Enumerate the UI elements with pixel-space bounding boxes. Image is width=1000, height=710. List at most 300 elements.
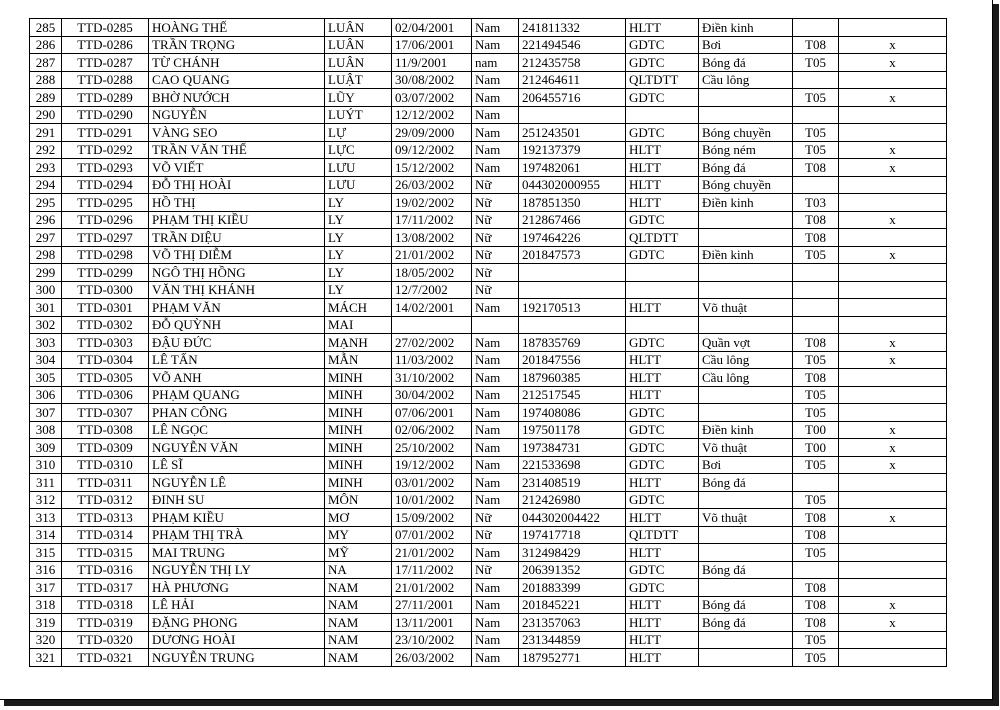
id-number-cell: 197482061 [519, 159, 626, 177]
surname-cell: VĂN THỊ KHÁNH [149, 281, 325, 299]
table-row [30, 211, 947, 229]
row-number: 311 [30, 474, 62, 492]
student-code: TTD-0295 [62, 194, 149, 212]
id-number-cell: 231357063 [519, 614, 626, 632]
team-cell [793, 106, 839, 124]
student-code: TTD-0307 [62, 404, 149, 422]
mark-cell: x [839, 351, 947, 369]
sport-cell: Điền kinh [699, 421, 793, 439]
id-number-cell: 187952771 [519, 649, 626, 667]
gender-cell: Nam [472, 404, 519, 422]
gender-cell: Nữ [472, 264, 519, 282]
surname-cell: PHẠM VĂN [149, 299, 325, 317]
row-number: 301 [30, 299, 62, 317]
gender-cell: nam [472, 54, 519, 72]
mark-cell: x [839, 246, 947, 264]
given-name-cell: MINH [325, 439, 392, 457]
sport-cell [699, 264, 793, 282]
row-number: 289 [30, 89, 62, 107]
surname-cell: LÊ TẤN [149, 351, 325, 369]
table-row [30, 351, 947, 369]
mark-cell: x [839, 89, 947, 107]
faculty-cell: GDTC [626, 491, 699, 509]
id-number-cell: 187851350 [519, 194, 626, 212]
table-row [30, 456, 947, 474]
student-code: TTD-0319 [62, 614, 149, 632]
birth-date-cell: 02/06/2002 [392, 421, 472, 439]
given-name-cell: MÔN [325, 491, 392, 509]
table-row [30, 596, 947, 614]
given-name-cell: LUÂN [325, 19, 392, 37]
row-number: 291 [30, 124, 62, 142]
given-name-cell: NAM [325, 596, 392, 614]
team-cell [793, 264, 839, 282]
student-code: TTD-0287 [62, 54, 149, 72]
given-name-cell: LUÝT [325, 106, 392, 124]
sport-cell: Cầu lông [699, 71, 793, 89]
team-cell: T05 [793, 351, 839, 369]
birth-date-cell: 26/03/2002 [392, 649, 472, 667]
surname-cell: NGUYỄN LÊ [149, 474, 325, 492]
team-cell: T05 [793, 124, 839, 142]
sport-cell [699, 229, 793, 247]
birth-date-cell [392, 316, 472, 334]
id-number-cell: 212426980 [519, 491, 626, 509]
gender-cell: Nam [472, 421, 519, 439]
given-name-cell: LY [325, 281, 392, 299]
surname-cell: NGUYỄN TRUNG [149, 649, 325, 667]
table-row [30, 264, 947, 282]
gender-cell: Nam [472, 386, 519, 404]
surname-cell: LÊ HẢI [149, 596, 325, 614]
birth-date-cell: 29/09/2000 [392, 124, 472, 142]
sport-cell [699, 544, 793, 562]
surname-cell: HÀ PHƯƠNG [149, 579, 325, 597]
row-number: 293 [30, 159, 62, 177]
birth-date-cell: 30/04/2002 [392, 386, 472, 404]
mark-cell: x [839, 36, 947, 54]
surname-cell: ĐẬU ĐỨC [149, 334, 325, 352]
sport-cell: Cầu lông [699, 351, 793, 369]
surname-cell: NGUYỄN VĂN [149, 439, 325, 457]
row-number: 315 [30, 544, 62, 562]
birth-date-cell: 15/09/2002 [392, 509, 472, 527]
row-number: 303 [30, 334, 62, 352]
mark-cell [839, 649, 947, 667]
table-row [30, 299, 947, 317]
row-number: 292 [30, 141, 62, 159]
table-row [30, 561, 947, 579]
mark-cell [839, 474, 947, 492]
surname-cell: PHẠM KIỀU [149, 509, 325, 527]
sport-cell: Võ thuật [699, 299, 793, 317]
mark-cell [839, 316, 947, 334]
table-row [30, 631, 947, 649]
row-number: 287 [30, 54, 62, 72]
table-row [30, 106, 947, 124]
team-cell: T05 [793, 456, 839, 474]
id-number-cell [519, 264, 626, 282]
gender-cell: Nam [472, 649, 519, 667]
gender-cell: Nam [472, 89, 519, 107]
surname-cell: NGUYỄN [149, 106, 325, 124]
row-number: 296 [30, 211, 62, 229]
gender-cell: Nữ [472, 211, 519, 229]
mark-cell [839, 19, 947, 37]
given-name-cell: MINH [325, 369, 392, 387]
birth-date-cell: 07/01/2002 [392, 526, 472, 544]
surname-cell: VÕ THỊ DIỄM [149, 246, 325, 264]
row-number: 288 [30, 71, 62, 89]
gender-cell: Nam [472, 106, 519, 124]
faculty-cell: GDTC [626, 334, 699, 352]
surname-cell: PHẠM THỊ KIỀU [149, 211, 325, 229]
student-code: TTD-0300 [62, 281, 149, 299]
faculty-cell: GDTC [626, 211, 699, 229]
table-row [30, 544, 947, 562]
gender-cell: Nữ [472, 526, 519, 544]
faculty-cell: HLTT [626, 544, 699, 562]
table-row [30, 439, 947, 457]
student-code: TTD-0298 [62, 246, 149, 264]
id-number-cell: 221494546 [519, 36, 626, 54]
surname-cell: TỪ CHÁNH [149, 54, 325, 72]
birth-date-cell: 15/12/2002 [392, 159, 472, 177]
id-number-cell: 231408519 [519, 474, 626, 492]
mark-cell: x [839, 421, 947, 439]
sport-cell [699, 491, 793, 509]
gender-cell: Nam [472, 36, 519, 54]
faculty-cell: GDTC [626, 404, 699, 422]
gender-cell: Nam [472, 596, 519, 614]
sport-cell: Bóng đá [699, 159, 793, 177]
given-name-cell: NAM [325, 649, 392, 667]
faculty-cell: HLTT [626, 141, 699, 159]
student-code: TTD-0303 [62, 334, 149, 352]
gender-cell: Nữ [472, 561, 519, 579]
given-name-cell: LUÂN [325, 36, 392, 54]
id-number-cell: 197384731 [519, 439, 626, 457]
team-cell: T05 [793, 404, 839, 422]
team-cell: T08 [793, 369, 839, 387]
team-cell: T05 [793, 141, 839, 159]
table-row [30, 404, 947, 422]
mark-cell: x [839, 159, 947, 177]
table-row [30, 124, 947, 142]
student-code: TTD-0304 [62, 351, 149, 369]
surname-cell: NGÔ THỊ HỒNG [149, 264, 325, 282]
faculty-cell: GDTC [626, 421, 699, 439]
table-row [30, 281, 947, 299]
surname-cell: LÊ SĨ [149, 456, 325, 474]
row-number: 299 [30, 264, 62, 282]
table-row [30, 54, 947, 72]
birth-date-cell: 19/02/2002 [392, 194, 472, 212]
gender-cell: Nữ [472, 281, 519, 299]
sport-cell [699, 579, 793, 597]
id-number-cell: 197501178 [519, 421, 626, 439]
birth-date-cell: 17/11/2002 [392, 561, 472, 579]
student-code: TTD-0289 [62, 89, 149, 107]
given-name-cell: MINH [325, 456, 392, 474]
surname-cell: ĐỖ QUỲNH [149, 316, 325, 334]
faculty-cell [626, 281, 699, 299]
student-roster-table [29, 18, 947, 667]
gender-cell: Nam [472, 334, 519, 352]
id-number-cell: 312498429 [519, 544, 626, 562]
surname-cell: PHẠM QUANG [149, 386, 325, 404]
id-number-cell: 201883399 [519, 579, 626, 597]
birth-date-cell: 19/12/2002 [392, 456, 472, 474]
team-cell: T05 [793, 649, 839, 667]
row-number: 308 [30, 421, 62, 439]
sport-cell: Võ thuật [699, 439, 793, 457]
faculty-cell: GDTC [626, 124, 699, 142]
faculty-cell: GDTC [626, 246, 699, 264]
mark-cell [839, 544, 947, 562]
surname-cell: HỒ THỊ [149, 194, 325, 212]
surname-cell: PHAN CÔNG [149, 404, 325, 422]
sport-cell: Quần vợt [699, 334, 793, 352]
team-cell: T05 [793, 386, 839, 404]
given-name-cell: NAM [325, 614, 392, 632]
faculty-cell: HLTT [626, 614, 699, 632]
gender-cell: Nữ [472, 509, 519, 527]
team-cell: T08 [793, 579, 839, 597]
student-code: TTD-0313 [62, 509, 149, 527]
mark-cell [839, 579, 947, 597]
team-cell: T05 [793, 491, 839, 509]
birth-date-cell: 27/02/2002 [392, 334, 472, 352]
mark-cell [839, 71, 947, 89]
faculty-cell: HLTT [626, 649, 699, 667]
mark-cell [839, 526, 947, 544]
team-cell [793, 474, 839, 492]
row-number: 294 [30, 176, 62, 194]
mark-cell: x [839, 334, 947, 352]
given-name-cell: MAI [325, 316, 392, 334]
surname-cell: NGUYỄN THỊ LY [149, 561, 325, 579]
gender-cell: Nam [472, 351, 519, 369]
id-number-cell: 187960385 [519, 369, 626, 387]
table-row [30, 19, 947, 37]
birth-date-cell: 30/08/2002 [392, 71, 472, 89]
student-code: TTD-0316 [62, 561, 149, 579]
student-code: TTD-0299 [62, 264, 149, 282]
mark-cell [839, 194, 947, 212]
birth-date-cell: 17/06/2001 [392, 36, 472, 54]
given-name-cell: LUẬT [325, 71, 392, 89]
team-cell [793, 176, 839, 194]
birth-date-cell: 10/01/2002 [392, 491, 472, 509]
student-code: TTD-0309 [62, 439, 149, 457]
table-row [30, 491, 947, 509]
sport-cell: Bóng chuyền [699, 124, 793, 142]
mark-cell: x [839, 456, 947, 474]
sport-cell [699, 526, 793, 544]
mark-cell: x [839, 614, 947, 632]
mark-cell [839, 176, 947, 194]
page-shadow-bottom [4, 700, 999, 706]
id-number-cell: 044302000955 [519, 176, 626, 194]
sport-cell: Bóng đá [699, 614, 793, 632]
page-shadow-right [993, 4, 999, 706]
birth-date-cell: 03/07/2002 [392, 89, 472, 107]
faculty-cell: GDTC [626, 561, 699, 579]
faculty-cell: GDTC [626, 579, 699, 597]
birth-date-cell: 07/06/2001 [392, 404, 472, 422]
faculty-cell: HLTT [626, 159, 699, 177]
table-row [30, 526, 947, 544]
birth-date-cell: 03/01/2002 [392, 474, 472, 492]
id-number-cell: 251243501 [519, 124, 626, 142]
row-number: 309 [30, 439, 62, 457]
student-code: TTD-0301 [62, 299, 149, 317]
id-number-cell: 212435758 [519, 54, 626, 72]
sport-cell: Bóng đá [699, 561, 793, 579]
row-number: 306 [30, 386, 62, 404]
table-row [30, 246, 947, 264]
mark-cell: x [839, 596, 947, 614]
team-cell: T03 [793, 194, 839, 212]
birth-date-cell: 21/01/2002 [392, 579, 472, 597]
given-name-cell: LY [325, 211, 392, 229]
student-code: TTD-0302 [62, 316, 149, 334]
faculty-cell: HLTT [626, 19, 699, 37]
sport-cell [699, 89, 793, 107]
gender-cell: Nam [472, 491, 519, 509]
surname-cell: VÀNG SEO [149, 124, 325, 142]
row-number: 318 [30, 596, 62, 614]
birth-date-cell: 23/10/2002 [392, 631, 472, 649]
student-code: TTD-0288 [62, 71, 149, 89]
id-number-cell: 206455716 [519, 89, 626, 107]
student-code: TTD-0320 [62, 631, 149, 649]
sport-cell: Bóng chuyền [699, 176, 793, 194]
row-number: 310 [30, 456, 62, 474]
gender-cell: Nam [472, 159, 519, 177]
student-code: TTD-0315 [62, 544, 149, 562]
birth-date-cell: 12/12/2002 [392, 106, 472, 124]
id-number-cell: 197408086 [519, 404, 626, 422]
gender-cell: Nam [472, 19, 519, 37]
surname-cell: TRẦN TRỌNG [149, 36, 325, 54]
row-number: 300 [30, 281, 62, 299]
student-code: TTD-0317 [62, 579, 149, 597]
birth-date-cell: 11/03/2002 [392, 351, 472, 369]
mark-cell: x [839, 509, 947, 527]
birth-date-cell: 14/02/2001 [392, 299, 472, 317]
given-name-cell: MINH [325, 474, 392, 492]
sport-cell [699, 106, 793, 124]
birth-date-cell: 25/10/2002 [392, 439, 472, 457]
faculty-cell: QLTDTT [626, 526, 699, 544]
birth-date-cell: 26/03/2002 [392, 176, 472, 194]
given-name-cell: LŨY [325, 89, 392, 107]
team-cell [793, 19, 839, 37]
sport-cell [699, 386, 793, 404]
id-number-cell [519, 106, 626, 124]
team-cell [793, 281, 839, 299]
team-cell: T00 [793, 421, 839, 439]
id-number-cell [519, 281, 626, 299]
table-row [30, 509, 947, 527]
table-row [30, 229, 947, 247]
given-name-cell: MÁCH [325, 299, 392, 317]
faculty-cell: HLTT [626, 369, 699, 387]
mark-cell: x [839, 54, 947, 72]
faculty-cell: HLTT [626, 631, 699, 649]
faculty-cell: HLTT [626, 386, 699, 404]
surname-cell: BHỜ NƯỚCH [149, 89, 325, 107]
mark-cell [839, 229, 947, 247]
gender-cell: Nam [472, 614, 519, 632]
faculty-cell: GDTC [626, 54, 699, 72]
given-name-cell: MY [325, 526, 392, 544]
table-row [30, 89, 947, 107]
surname-cell: ĐẶNG PHONG [149, 614, 325, 632]
sport-cell: Bơi [699, 36, 793, 54]
student-code: TTD-0293 [62, 159, 149, 177]
given-name-cell: LY [325, 246, 392, 264]
id-number-cell: 187835769 [519, 334, 626, 352]
id-number-cell: 221533698 [519, 456, 626, 474]
table-row [30, 176, 947, 194]
birth-date-cell: 31/10/2002 [392, 369, 472, 387]
team-cell [793, 561, 839, 579]
mark-cell [839, 561, 947, 579]
team-cell: T08 [793, 509, 839, 527]
mark-cell [839, 299, 947, 317]
student-code: TTD-0321 [62, 649, 149, 667]
row-number: 316 [30, 561, 62, 579]
given-name-cell: LY [325, 229, 392, 247]
sport-cell [699, 211, 793, 229]
table-row [30, 194, 947, 212]
id-number-cell [519, 316, 626, 334]
table-row [30, 36, 947, 54]
mark-cell [839, 386, 947, 404]
gender-cell: Nữ [472, 176, 519, 194]
given-name-cell: MẪN [325, 351, 392, 369]
row-number: 285 [30, 19, 62, 37]
sport-cell [699, 404, 793, 422]
table-row [30, 71, 947, 89]
mark-cell: x [839, 141, 947, 159]
row-number: 297 [30, 229, 62, 247]
sport-cell: Điền kinh [699, 194, 793, 212]
mark-cell [839, 264, 947, 282]
row-number: 319 [30, 614, 62, 632]
row-number: 312 [30, 491, 62, 509]
gender-cell: Nữ [472, 194, 519, 212]
team-cell: T05 [793, 246, 839, 264]
given-name-cell: MƠ [325, 509, 392, 527]
faculty-cell: HLTT [626, 596, 699, 614]
row-number: 314 [30, 526, 62, 544]
table-row [30, 141, 947, 159]
mark-cell [839, 491, 947, 509]
mark-cell [839, 369, 947, 387]
sport-cell: Bóng đá [699, 474, 793, 492]
given-name-cell: LƯU [325, 159, 392, 177]
row-number: 321 [30, 649, 62, 667]
roster-body [30, 19, 947, 667]
table-row [30, 334, 947, 352]
team-cell: T08 [793, 526, 839, 544]
id-number-cell: 044302004422 [519, 509, 626, 527]
faculty-cell: HLTT [626, 509, 699, 527]
